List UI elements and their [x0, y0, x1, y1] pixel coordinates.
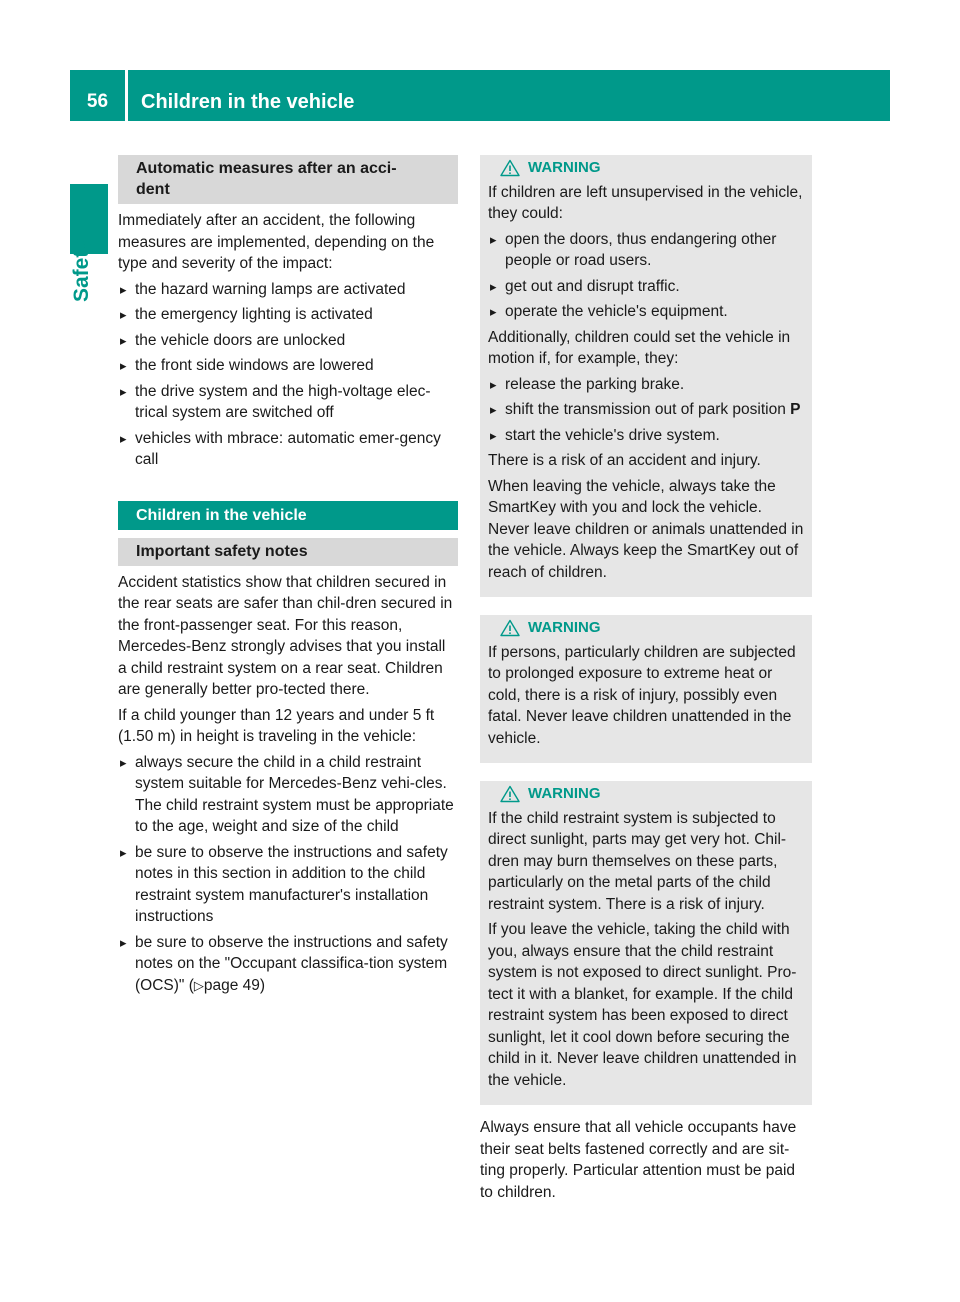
list-item: ▸ get out and disrupt traffic. — [488, 276, 804, 298]
warning-header — [488, 157, 804, 179]
park-position-symbol: P — [790, 401, 801, 418]
safety-paragraph: Accident statistics show that children secured in the rear seats are safer than chil-dren secured in the front-passenger seat. For this reason, Mercedes-Benz strongly advises that you install a child restraint system on a rear seat. Children are generally better pro-tected there. — [118, 573, 453, 698]
warning-paragraph: If you leave the vehicle, taking the child with you, always ensure that the child restraint system is not exposed to direct sunlight. Pro-tect it with a blanket, for example. If the child restraint system has been exposed to direct sunlight, let it cool down before securing the child in it. Never leave children unattended in the vehicle. — [488, 921, 797, 1089]
list-item: ▸ the hazard warning lamps are activated — [118, 279, 458, 301]
list-item — [488, 399, 804, 421]
left-column — [118, 155, 458, 1000]
list-item: ▸ vehicles with mbrace: automatic emer-gency call — [118, 428, 458, 471]
list-item: ▸ the vehicle doors are unlocked — [118, 330, 458, 352]
warning-label: WARNING — [528, 785, 601, 802]
list-item: ▸ the drive system and the high-voltage elec-trical system are switched off — [118, 381, 458, 424]
sidebar-section-label: Safety — [70, 238, 93, 302]
closing-paragraph: Always ensure that all vehicle occupants have their seat belts fastened correctly and are sit-ting properly. Particular attention must be paid to children. — [480, 1119, 797, 1201]
warning-list — [488, 229, 804, 323]
auto-measures-intro: Immediately after an accident, the following measures are implemented, depending on the type and severity of the impact: — [118, 212, 435, 272]
warning-box — [480, 615, 812, 763]
warning-paragraph: When leaving the vehicle, always take the SmartKey with you and lock the vehicle. Never leave children or animals unattended in the vehicle. Always keep the SmartKey out of reach of children. — [488, 477, 804, 581]
auto-measures-list — [118, 279, 458, 471]
header-divider — [125, 70, 128, 121]
page-reference-link[interactable]: page 49) — [203, 976, 266, 994]
list-item-text: shift the transmission out of park position — [505, 401, 791, 418]
page-title: Children in the vehicle — [141, 91, 355, 113]
warning-paragraph: If children are left unsupervised in the vehicle, they could: — [488, 183, 803, 222]
warning-header — [488, 617, 804, 639]
list-item: ▸ open the doors, thus endangering other people or road users. — [488, 229, 804, 272]
warning-box — [480, 781, 812, 1105]
warning-triangle-icon — [500, 785, 520, 803]
warning-paragraph: Additionally, children could set the vehicle in motion if, for example, they: — [488, 328, 791, 367]
warning-paragraph: There is a risk of an accident and injury. — [488, 452, 761, 469]
auto-measures-heading: Automatic measures after an acci- dent — [118, 155, 458, 204]
warning-triangle-icon — [500, 159, 520, 177]
warning-header — [488, 783, 804, 805]
section-title-bar: Children in the vehicle — [118, 501, 458, 530]
list-item — [118, 932, 458, 997]
list-item: ▸ always secure the child in a child restraint system suitable for Mercedes-Benz vehi-cles. The child restraint system must be appropriate to the age, weight and size of the child — [118, 752, 458, 838]
list-item: ▸ operate the vehicle's equipment. — [488, 301, 804, 323]
warning-label: WARNING — [528, 619, 601, 636]
warning-triangle-icon — [500, 619, 520, 637]
page-number: 56 — [86, 91, 109, 112]
warning-box — [480, 155, 812, 597]
list-item: ▸ release the parking brake. — [488, 374, 804, 396]
list-item: ▸ be sure to observe the instructions and safety notes in this section in addition to the child restraint system manufacturer's installation instructions — [118, 842, 458, 928]
warning-paragraph: If persons, particularly children are subjected to prolonged exposure to extreme heat or cold, there is a risk of injury, possibly even fatal. Never leave children unattended in the vehicle. — [488, 643, 796, 747]
page-ref-arrow-icon: ▷ — [193, 977, 204, 993]
list-item: ▸ start the vehicle's drive system. — [488, 425, 804, 447]
safety-paragraph: If a child younger than 12 years and under 5 ft (1.50 m) in height is traveling in the vehicle: — [118, 706, 435, 745]
warning-list — [488, 374, 804, 447]
warning-paragraph: If the child restraint system is subjected to direct sunlight, parts may get very hot. Chil-dren may burn themselves on these parts, particularly on the metal parts of the child restraint system. There is a risk of injury. — [488, 809, 787, 913]
safety-notes-heading: Important safety notes — [118, 538, 458, 566]
ocs-item-text: be sure to observe the instructions and safety notes on the "Occupant classifica-tion system (OCS)" ( — [135, 933, 448, 994]
right-column — [480, 155, 812, 1207]
list-item: ▸ the front side windows are lowered — [118, 355, 458, 377]
list-item: ▸ the emergency lighting is activated — [118, 304, 458, 326]
warning-label: WARNING — [528, 159, 601, 176]
safety-list — [118, 752, 458, 997]
